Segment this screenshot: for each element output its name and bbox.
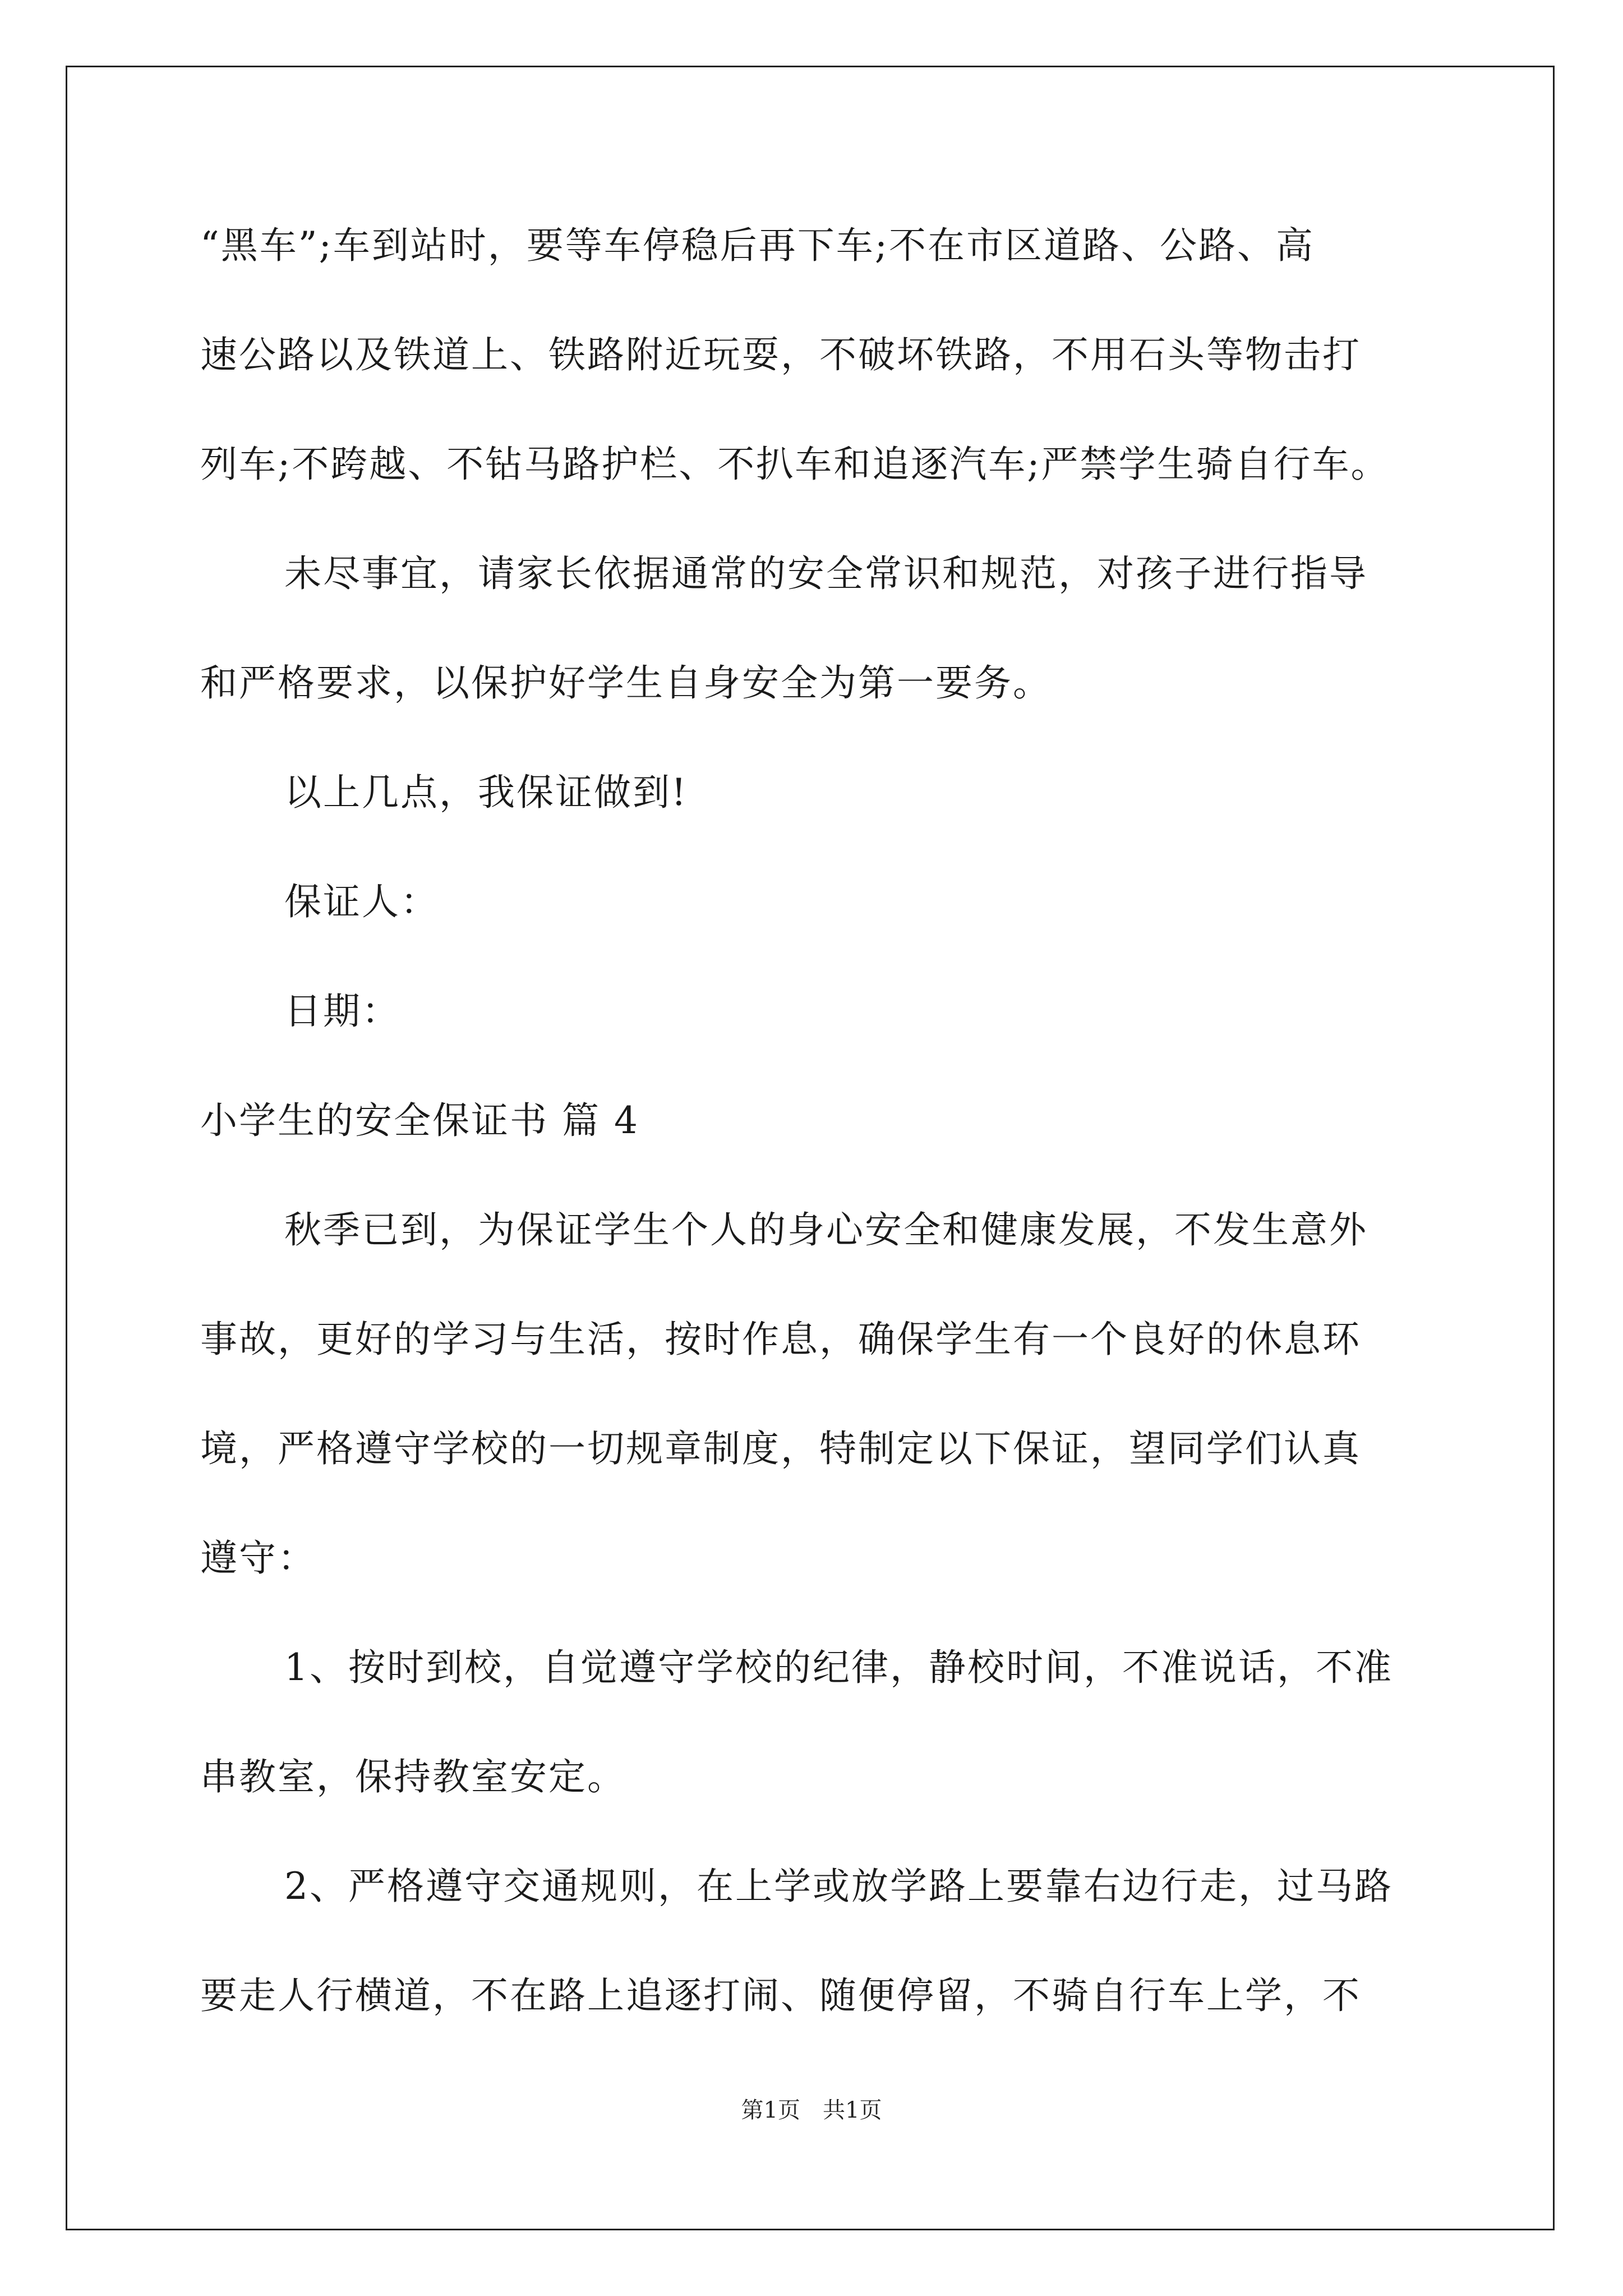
text-line: 速公路以及铁道上、铁路附近玩耍，不破坏铁路，不用石头等物击打 (200, 333, 1361, 376)
guarantor-label: 保证人： (284, 880, 439, 923)
text-line: “黑车”;车到站时，要等车停稳后再下车;不在市区道路、公路、高 (200, 224, 1315, 267)
text-line: 事故，更好的学习与生活，按时作息，确保学生有一个良好的休息环 (200, 1318, 1361, 1361)
list-item-1: 1、按时到校，自觉遵守学校的纪律，静校时间，不准说话，不准 (284, 1646, 1393, 1689)
page-footer: 第1页 共1页 (741, 2097, 882, 2123)
paragraph-first-line: 秋季已到，为保证学生个人的身心安全和健康发展，不发生意外 (284, 1208, 1368, 1251)
text-line: 列车;不跨越、不钻马路护栏、不扒车和追逐汽车;严禁学生骑自行车。 (200, 443, 1390, 486)
text-line: 境，严格遵守学校的一切规章制度，特制定以下保证，望同学们认真 (200, 1427, 1361, 1470)
text-line: 串教室，保持教室安定。 (200, 1755, 626, 1798)
text-line: 遵守： (200, 1536, 316, 1580)
paragraph-first-line: 未尽事宜，请家长依据通常的安全常识和规范，对孩子进行指导 (284, 552, 1368, 595)
text-line: 要走人行横道，不在路上追逐打闹、随便停留，不骑自行车上学，不 (200, 1974, 1361, 2017)
pledge-statement: 以上几点，我保证做到! (284, 771, 688, 814)
section-heading: 小学生的安全保证书 篇 4 (200, 1099, 639, 1142)
date-label: 日期： (284, 990, 400, 1033)
document-body (200, 208, 1437, 2067)
text-line: 和严格要求，以保护好学生自身安全为第一要务。 (200, 661, 1052, 705)
list-item-2: 2、严格遵守交通规则，在上学或放学路上要靠右边行走，过马路 (284, 1865, 1393, 1908)
